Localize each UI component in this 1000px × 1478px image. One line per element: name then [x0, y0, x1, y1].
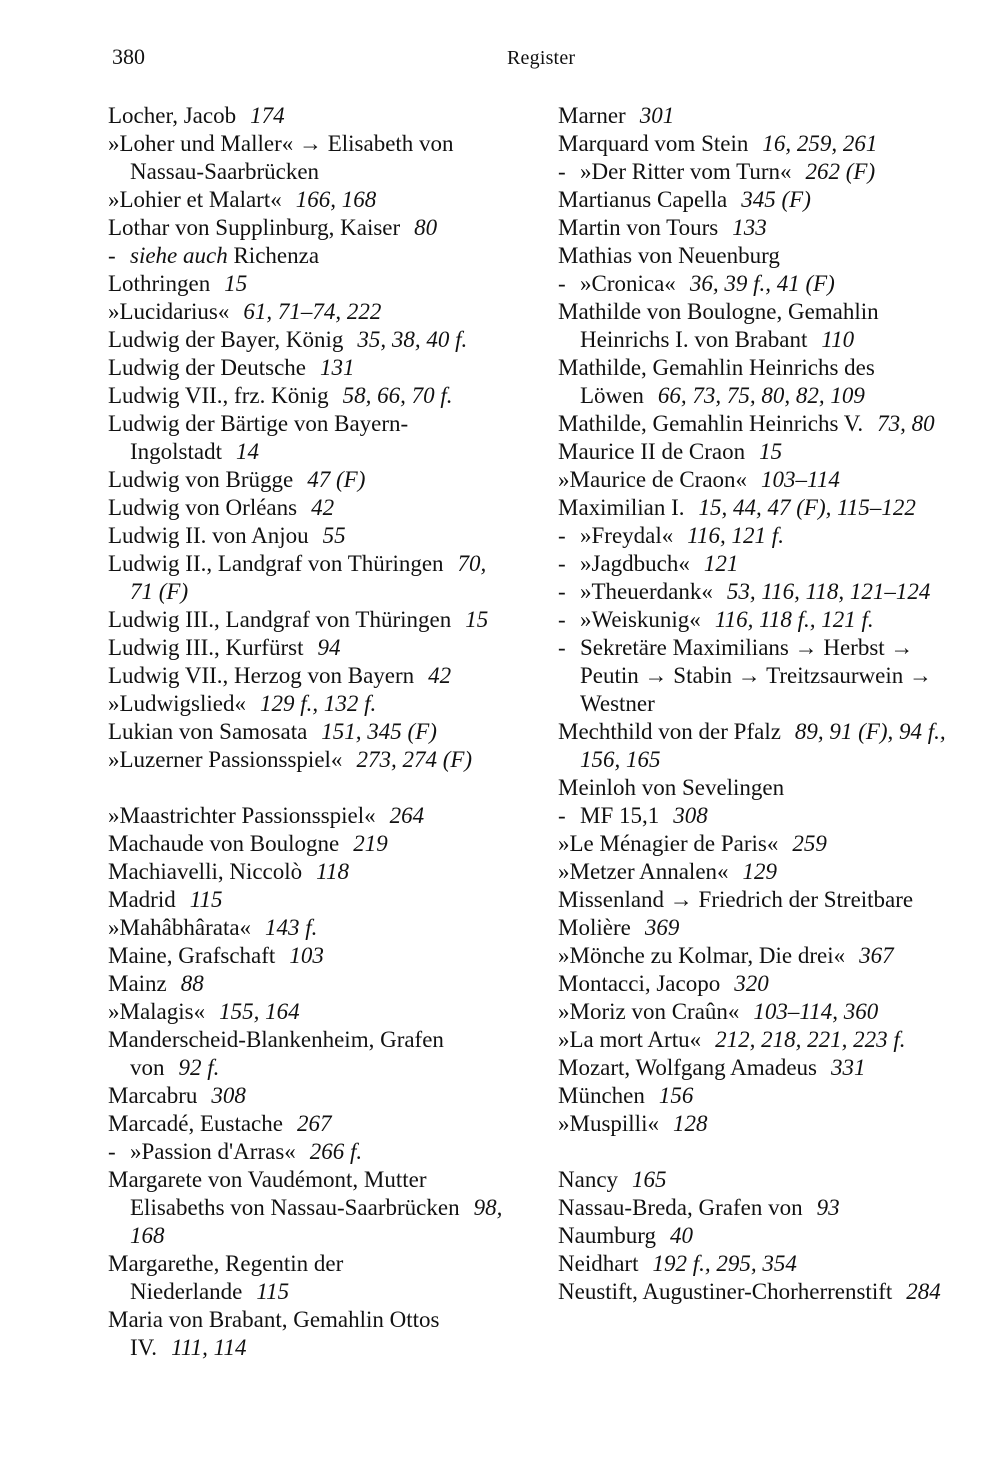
index-entry — [108, 1250, 508, 1306]
cross-reference-prefix: siehe auch — [130, 243, 228, 268]
page-references: 212, 218, 221, 223 f. — [715, 1027, 906, 1052]
index-entry — [108, 998, 508, 1026]
running-title: Register — [507, 47, 576, 69]
subentry-dash: - — [558, 159, 566, 184]
index-entry — [558, 1026, 970, 1054]
index-term: »Le Ménagier de Paris« — [558, 831, 779, 856]
index-term: Richenza — [233, 243, 320, 268]
index-term: Machiavelli, Niccolò — [108, 859, 303, 884]
index-term: »Lucidarius« — [108, 299, 230, 324]
page-references: 103–114, 360 — [753, 999, 879, 1024]
subentry-dash: - — [108, 243, 116, 268]
page-references: 47 (F) — [307, 467, 366, 492]
index-term: Martianus Capella — [558, 187, 728, 212]
index-term: »Maastrichter Passionsspiel« — [108, 803, 376, 828]
index-term: Marcadé, Eustache — [108, 1111, 283, 1136]
index-entry — [558, 914, 970, 942]
index-term: Meinloh von Sevelingen — [558, 775, 785, 800]
subentry-dash: - — [558, 551, 566, 576]
index-entry — [108, 522, 508, 550]
index-term: Margarete von Vaudémont, Mutter Elisabeths von Nassau-Saarbrücken — [108, 1167, 460, 1220]
index-term: Ludwig VII., frz. König — [108, 383, 329, 408]
page-references: 259 — [792, 831, 827, 856]
index-term: Madrid — [108, 887, 176, 912]
index-entry — [108, 634, 508, 662]
index-entry — [558, 186, 970, 214]
index-term: Ludwig II. von Anjou — [108, 523, 309, 548]
page-references: 89, 91 (F), 94 f., 156, 165 — [580, 719, 946, 772]
page-references: 15 — [224, 271, 248, 296]
index-entry — [108, 214, 508, 242]
index-term: »Maurice de Craon« — [558, 467, 748, 492]
index-term: »Loher und Maller« → Elisabeth von Nassau-Saarbrücken — [108, 131, 454, 184]
page-references: 369 — [644, 915, 680, 940]
index-entry — [558, 998, 970, 1026]
index-entry — [108, 858, 508, 886]
page-references: 115 — [189, 887, 223, 912]
page-references: 133 — [732, 215, 767, 240]
page-references: 129 — [742, 859, 778, 884]
index-term: Ludwig VII., Herzog von Bayern — [108, 663, 415, 688]
page-references: 116, 118 f., 121 f. — [714, 607, 874, 632]
index-term: »Jagdbuch« — [580, 551, 690, 576]
index-entry — [108, 942, 508, 970]
index-term: »Der Ritter vom Turn« — [580, 159, 792, 184]
index-entry — [558, 102, 970, 130]
index-term: Ludwig der Deutsche — [108, 355, 306, 380]
index-term: »Ludwigslied« — [108, 691, 246, 716]
page-references: 131 — [320, 355, 355, 380]
index-term: »Mahâbhârata« — [108, 915, 252, 940]
page-references: 320 — [734, 971, 769, 996]
index-term: Ludwig III., Landgraf von Thüringen — [108, 607, 452, 632]
page-references: 264 — [389, 803, 425, 828]
page-references: 116, 121 f. — [687, 523, 784, 548]
page-references: 103–114 — [761, 467, 840, 492]
index-term: »Muspilli« — [558, 1111, 659, 1136]
index-subentry — [558, 158, 970, 186]
page-references: 165 — [632, 1167, 667, 1192]
index-entry — [108, 690, 508, 718]
index-term: »Theuerdank« — [580, 579, 713, 604]
index-entry — [108, 746, 508, 774]
index-entry — [558, 774, 970, 802]
index-term: »Lohier et Malart« — [108, 187, 282, 212]
index-term: Ludwig II., Landgraf von Thüringen — [108, 551, 444, 576]
index-entry — [558, 1166, 970, 1194]
index-entry — [558, 466, 970, 494]
index-term: »Weiskunig« — [580, 607, 701, 632]
index-term: Neustift, Augustiner-Chorherrenstift — [558, 1279, 893, 1304]
page-references: 308 — [211, 1083, 246, 1108]
subentry-dash: - — [558, 579, 566, 604]
index-term: Ludwig von Orléans — [108, 495, 298, 520]
page-references: 118 — [316, 859, 349, 884]
index-term: »Moriz von Craûn« — [558, 999, 740, 1024]
index-entry — [108, 830, 508, 858]
page-references: 273, 274 (F) — [356, 747, 473, 772]
page-references: 35, 38, 40 f. — [357, 327, 468, 352]
page-references: 40 — [669, 1223, 693, 1248]
index-term: Mathilde, Gemahlin Heinrichs V. — [558, 411, 864, 436]
index-entry — [558, 1194, 970, 1222]
index-term: Montacci, Jacopo — [558, 971, 721, 996]
index-term: Missenland → Friedrich der Streitbare — [558, 887, 914, 912]
index-term: Mathilde von Boulogne, Gemahlin Heinrichs I. von Brabant — [558, 299, 879, 352]
page-references: 93 — [816, 1195, 840, 1220]
index-subentry — [558, 606, 970, 634]
index-term: Machaude von Boulogne — [108, 831, 340, 856]
index-entry — [108, 1110, 508, 1138]
page-references: 301 — [639, 103, 675, 128]
index-entry — [558, 1278, 970, 1306]
page-header — [0, 44, 1000, 84]
index-subentry — [558, 522, 970, 550]
index-term: Nancy — [558, 1167, 619, 1192]
page-references: 156 — [658, 1083, 694, 1108]
index-entry — [108, 102, 508, 130]
page-references: 36, 39 f., 41 (F) — [689, 271, 835, 296]
index-subentry — [108, 1138, 508, 1166]
index-entry — [108, 326, 508, 354]
index-entry — [558, 1082, 970, 1110]
page-references: 94 — [317, 635, 341, 660]
index-entry — [108, 298, 508, 326]
index-term: Nassau-Breda, Grafen von — [558, 1195, 803, 1220]
index-entry — [558, 1110, 970, 1138]
index-term: Maria von Brabant, Gemahlin Ottos IV. — [108, 1307, 440, 1360]
index-entry — [108, 1166, 508, 1250]
page-references: 308 — [673, 803, 708, 828]
index-entry — [558, 718, 970, 774]
subentry-dash: - — [108, 1139, 116, 1164]
subentry-dash: - — [558, 635, 566, 660]
index-term: Mainz — [108, 971, 167, 996]
page-references: 92 f. — [178, 1055, 220, 1080]
index-term: Maine, Grafschaft — [108, 943, 276, 968]
page-references: 367 — [859, 943, 894, 968]
index-entry — [108, 382, 508, 410]
index-entry — [108, 970, 508, 998]
page-references: 53, 116, 118, 121–124 — [726, 579, 931, 604]
section-gap — [558, 1138, 970, 1166]
index-entry — [108, 1026, 508, 1082]
index-subentry — [558, 270, 970, 298]
index-entry — [108, 718, 508, 746]
index-entry — [108, 550, 508, 606]
index-column-right — [558, 102, 970, 1306]
page-references: 143 f. — [265, 915, 318, 940]
index-term: »Mönche zu Kolmar, Die drei« — [558, 943, 846, 968]
index-term: Sekretäre Maximilians → Herbst → Peutin → Stabin → Treitzsaurwein → Westner — [580, 635, 933, 716]
page-references: 151, 345 (F) — [321, 719, 437, 744]
page-references: 42 — [311, 495, 335, 520]
index-term: Ludwig der Bärtige von Bayern-Ingolstadt — [108, 411, 409, 464]
index-entry — [108, 886, 508, 914]
subentry-dash: - — [558, 803, 566, 828]
index-entry — [558, 130, 970, 158]
index-term: »Cronica« — [580, 271, 676, 296]
index-entry — [108, 354, 508, 382]
index-entry — [108, 662, 508, 690]
index-term: Marner — [558, 103, 626, 128]
index-entry — [108, 270, 508, 298]
page-references: 88 — [180, 971, 204, 996]
page-references: 98, 168 — [130, 1195, 503, 1248]
page-references: 284 — [906, 1279, 941, 1304]
index-term: Martin von Tours — [558, 215, 719, 240]
page-references: 58, 66, 70 f. — [342, 383, 453, 408]
index-term: Manderscheid-Blankenheim, Grafen von — [108, 1027, 444, 1080]
page-references: 111, 114 — [171, 1335, 247, 1360]
page-references: 103 — [289, 943, 324, 968]
index-term: Margarethe, Regentin der Niederlande — [108, 1251, 344, 1304]
page-references: 219 — [353, 831, 388, 856]
section-gap — [108, 774, 508, 802]
page-references: 115 — [256, 1279, 290, 1304]
index-entry — [558, 438, 970, 466]
subentry-dash: - — [558, 607, 566, 632]
index-subentry — [558, 578, 970, 606]
index-subentry — [108, 242, 508, 270]
page-number: 380 — [112, 44, 145, 69]
page-references: 174 — [250, 103, 285, 128]
index-entry — [558, 354, 970, 410]
page-references: 70, 71 (F) — [130, 551, 487, 604]
index-term: »La mort Artu« — [558, 1027, 702, 1052]
index-entry — [558, 494, 970, 522]
index-subentry — [558, 634, 970, 718]
index-term: Mathilde, Gemahlin Heinrichs des Löwen — [558, 355, 875, 408]
index-column-left — [108, 102, 508, 1362]
page-references: 15 — [465, 607, 489, 632]
page-references: 267 — [296, 1111, 332, 1136]
index-term: München — [558, 1083, 645, 1108]
index-subentry — [558, 550, 970, 578]
page-references: 55 — [322, 523, 346, 548]
page-references: 66, 73, 75, 80, 82, 109 — [657, 383, 865, 408]
index-entry — [108, 606, 508, 634]
index-term: »Luzerner Passionsspiel« — [108, 747, 343, 772]
index-entry — [558, 242, 970, 270]
index-term: Mozart, Wolfgang Amadeus — [558, 1055, 817, 1080]
page-references: 15, 44, 47 (F), 115–122 — [698, 495, 916, 520]
subentry-dash: - — [558, 523, 566, 548]
index-term: Maurice II de Craon — [558, 439, 746, 464]
index-term: »Freydal« — [580, 523, 674, 548]
page-references: 155, 164 — [219, 999, 300, 1024]
index-term: »Metzer Annalen« — [558, 859, 729, 884]
index-term: Ludwig der Bayer, König — [108, 327, 344, 352]
index-entry — [558, 1222, 970, 1250]
index-entry — [108, 466, 508, 494]
page-references: 80 — [414, 215, 438, 240]
index-entry — [558, 410, 970, 438]
index-term: Lothar von Supplinburg, Kaiser — [108, 215, 401, 240]
index-entry — [108, 914, 508, 942]
index-entry — [108, 410, 508, 466]
index-term: Molière — [558, 915, 631, 940]
index-term: Lothringen — [108, 271, 211, 296]
index-term: Mechthild von der Pfalz — [558, 719, 781, 744]
index-term: Ludwig von Brügge — [108, 467, 294, 492]
page-references: 166, 168 — [295, 187, 377, 212]
page-references: 73, 80 — [877, 411, 935, 436]
index-term: »Malagis« — [108, 999, 206, 1024]
page-references: 345 (F) — [741, 187, 811, 212]
page-references: 14 — [236, 439, 259, 464]
index-subentry — [558, 802, 970, 830]
page-references: 262 (F) — [805, 159, 876, 184]
index-term: Mathias von Neuenburg — [558, 243, 780, 268]
index-entry — [558, 298, 970, 354]
page-references: 128 — [672, 1111, 708, 1136]
page-references: 16, 259, 261 — [762, 131, 878, 156]
index-term: »Passion d'Arras« — [130, 1139, 296, 1164]
page-references: 61, 71–74, 222 — [243, 299, 382, 324]
page-references: 121 — [703, 551, 739, 576]
page-references: 129 f., 132 f. — [260, 691, 377, 716]
page-references: 331 — [830, 1055, 866, 1080]
index-term: Lukian von Samosata — [108, 719, 308, 744]
index-term: Marquard vom Stein — [558, 131, 749, 156]
index-term: Locher, Jacob — [108, 103, 237, 128]
page-references: 192 f., 295, 354 — [652, 1251, 797, 1276]
index-term: Maximilian I. — [558, 495, 685, 520]
index-entry — [108, 494, 508, 522]
index-entry — [558, 1054, 970, 1082]
index-term: Naumburg — [558, 1223, 656, 1248]
index-entry — [108, 1082, 508, 1110]
index-entry — [558, 214, 970, 242]
index-entry — [558, 830, 970, 858]
index-term: MF 15,1 — [580, 803, 660, 828]
index-entry — [558, 886, 970, 914]
index-term: Marcabru — [108, 1083, 198, 1108]
index-term: Neidhart — [558, 1251, 639, 1276]
page-references: 266 f. — [309, 1139, 363, 1164]
index-entry — [108, 186, 508, 214]
subentry-dash: - — [558, 271, 566, 296]
index-term: Ludwig III., Kurfürst — [108, 635, 304, 660]
index-entry — [108, 1306, 508, 1362]
index-entry — [558, 970, 970, 998]
index-entry — [558, 858, 970, 886]
page-references: 42 — [428, 663, 452, 688]
page-references: 110 — [821, 327, 855, 352]
index-entry — [108, 802, 508, 830]
index-entry — [558, 942, 970, 970]
page-references: 15 — [759, 439, 783, 464]
index-entry — [558, 1250, 970, 1278]
index-entry — [108, 130, 508, 186]
